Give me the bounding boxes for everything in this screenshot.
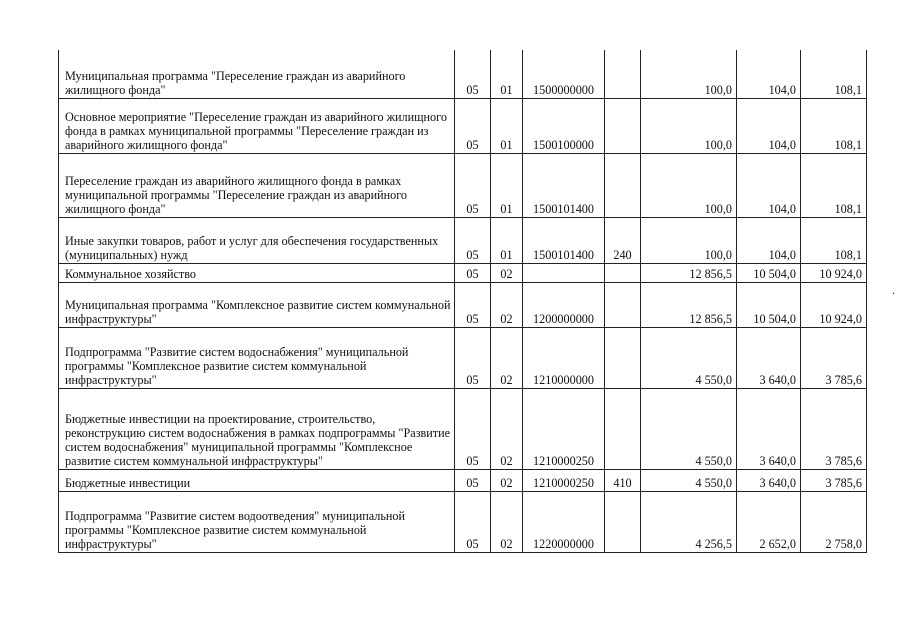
amount-year-1: 4 550,0 xyxy=(641,327,737,388)
amount-year-3: 2 758,0 xyxy=(801,491,867,552)
amount-year-1: 100,0 xyxy=(641,98,737,153)
table-row xyxy=(59,98,867,153)
amount-year-3: 108,1 xyxy=(801,153,867,217)
amount-year-2: 3 640,0 xyxy=(737,388,801,469)
subsection-code: 01 xyxy=(491,217,523,263)
amount-year-1: 4 550,0 xyxy=(641,388,737,469)
amount-year-1: 100,0 xyxy=(641,217,737,263)
section-code: 05 xyxy=(455,50,491,98)
subsection-code: 02 xyxy=(491,282,523,327)
section-code: 05 xyxy=(455,98,491,153)
expense-type-code xyxy=(605,50,641,98)
target-article-code: 1210000250 xyxy=(523,388,605,469)
section-code: 05 xyxy=(455,282,491,327)
target-article-code: 1500101400 xyxy=(523,217,605,263)
row-name: Бюджетные инвестиции на проектирование, строительство, реконструкцию систем водоснабжения в рамках подпрограммы "Развитие систем водоснабжения" муниципальной программы "Комплексное развитие систем коммунальной инфраструктуры" xyxy=(59,388,455,469)
target-article-code: 1500000000 xyxy=(523,50,605,98)
amount-year-3: 10 924,0 xyxy=(801,263,867,282)
subsection-code: 01 xyxy=(491,50,523,98)
amount-year-2: 3 640,0 xyxy=(737,327,801,388)
table-row xyxy=(59,153,867,217)
amount-year-3: 3 785,6 xyxy=(801,469,867,491)
amount-year-1: 100,0 xyxy=(641,153,737,217)
expense-type-code xyxy=(605,98,641,153)
row-name: Подпрограмма "Развитие систем водоснабжения" муниципальной программы "Комплексное развитие систем коммунальной инфраструктуры" xyxy=(59,327,455,388)
table-row xyxy=(59,263,867,282)
row-name: Основное мероприятие "Переселение граждан из аварийного жилищного фонда в рамках муниципальной программы "Переселение граждан из аварийного жилищного фонда" xyxy=(59,98,455,153)
row-name: Бюджетные инвестиции xyxy=(59,469,455,491)
row-name: Подпрограмма "Развитие систем водоотведения" муниципальной программы "Комплексное развитие систем коммунальной инфраструктуры" xyxy=(59,491,455,552)
section-code: 05 xyxy=(455,153,491,217)
subsection-code: 02 xyxy=(491,327,523,388)
section-code: 05 xyxy=(455,388,491,469)
expense-type-code xyxy=(605,388,641,469)
expense-type-code xyxy=(605,153,641,217)
amount-year-2: 104,0 xyxy=(737,153,801,217)
table-row xyxy=(59,327,867,388)
target-article-code: 1200000000 xyxy=(523,282,605,327)
target-article-code: 1210000250 xyxy=(523,469,605,491)
amount-year-2: 104,0 xyxy=(737,217,801,263)
section-code: 05 xyxy=(455,327,491,388)
subsection-code: 01 xyxy=(491,98,523,153)
section-code: 05 xyxy=(455,491,491,552)
expense-type-code xyxy=(605,327,641,388)
target-article-code: 1500100000 xyxy=(523,98,605,153)
row-name: Переселение граждан из аварийного жилищного фонда в рамках муниципальной программы "Переселение граждан из аварийного жилищного фонда" xyxy=(59,153,455,217)
table-row xyxy=(59,469,867,491)
subsection-code: 01 xyxy=(491,153,523,217)
section-code: 05 xyxy=(455,469,491,491)
amount-year-2: 2 652,0 xyxy=(737,491,801,552)
expense-type-code xyxy=(605,491,641,552)
amount-year-1: 4 550,0 xyxy=(641,469,737,491)
margin-mark: . xyxy=(892,283,895,297)
target-article-code xyxy=(523,263,605,282)
expense-type-code xyxy=(605,282,641,327)
row-name: Муниципальная программа "Переселение граждан из аварийного жилищного фонда" xyxy=(59,50,455,98)
amount-year-2: 10 504,0 xyxy=(737,263,801,282)
amount-year-2: 3 640,0 xyxy=(737,469,801,491)
expense-type-code xyxy=(605,263,641,282)
amount-year-3: 108,1 xyxy=(801,98,867,153)
expense-type-code: 410 xyxy=(605,469,641,491)
row-name: Иные закупки товаров, работ и услуг для обеспечения государственных (муниципальных) нужд xyxy=(59,217,455,263)
table-row xyxy=(59,388,867,469)
target-article-code: 1500101400 xyxy=(523,153,605,217)
target-article-code: 1210000000 xyxy=(523,327,605,388)
amount-year-3: 108,1 xyxy=(801,217,867,263)
table-row xyxy=(59,50,867,98)
amount-year-1: 12 856,5 xyxy=(641,263,737,282)
expense-type-code: 240 xyxy=(605,217,641,263)
amount-year-3: 10 924,0 xyxy=(801,282,867,327)
budget-table xyxy=(58,50,867,553)
amount-year-3: 3 785,6 xyxy=(801,388,867,469)
amount-year-1: 12 856,5 xyxy=(641,282,737,327)
table-row xyxy=(59,282,867,327)
amount-year-1: 4 256,5 xyxy=(641,491,737,552)
amount-year-1: 100,0 xyxy=(641,50,737,98)
amount-year-2: 104,0 xyxy=(737,98,801,153)
subsection-code: 02 xyxy=(491,263,523,282)
subsection-code: 02 xyxy=(491,469,523,491)
section-code: 05 xyxy=(455,263,491,282)
amount-year-2: 104,0 xyxy=(737,50,801,98)
amount-year-3: 108,1 xyxy=(801,50,867,98)
row-name: Муниципальная программа "Комплексное развитие систем коммунальной инфраструктуры" xyxy=(59,282,455,327)
section-code: 05 xyxy=(455,217,491,263)
table-row xyxy=(59,217,867,263)
target-article-code: 1220000000 xyxy=(523,491,605,552)
subsection-code: 02 xyxy=(491,491,523,552)
row-name: Коммунальное хозяйство xyxy=(59,263,455,282)
amount-year-3: 3 785,6 xyxy=(801,327,867,388)
table-row xyxy=(59,491,867,552)
amount-year-2: 10 504,0 xyxy=(737,282,801,327)
subsection-code: 02 xyxy=(491,388,523,469)
